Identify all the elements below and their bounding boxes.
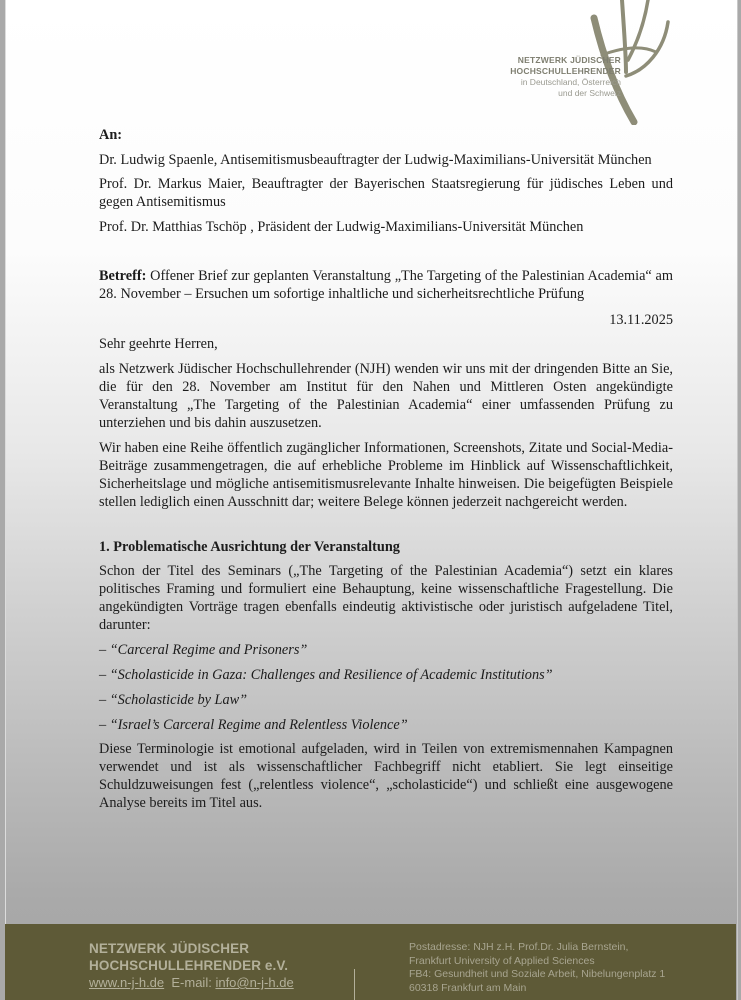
website-link[interactable]: www.n-j-h.de	[89, 975, 165, 990]
subject-label: Betreff:	[99, 268, 147, 284]
address-line-4: 60318 Frankfurt am Main	[409, 981, 527, 994]
logo-line-1: NETZWERK JÜDISCHER	[517, 55, 621, 65]
footer-org-line-1: NETZWERK JÜDISCHER	[89, 941, 250, 956]
address-line-1: Postadresse: NJH z.H. Prof.Dr. Julia Bernstein,	[409, 941, 629, 953]
recipient-3: Prof. Dr. Matthias Tschöp , Präsident der Ludwig-Maximilians-Universität München	[99, 219, 584, 235]
section-1-conclusion: Diese Terminologie ist emotional aufgeladen, wird in Teilen von extremismennahen Kampagnen verwendet und ist als wissenschaftlicher Fachbegriff nicht etabliert. Sie legt einseitige Schuldzuweisungen fest („relentless violence“, „scholasticide“) und schließt eine ausgewogene Analyse bereits im Titel aus.	[99, 741, 673, 811]
section-1-intro: Schon der Titel des Seminars („The Targeting of the Palestinian Academia“) setzt ein klares politisches Framing und formuliert eine Behauptung, keine wissenschaftliche Fragestellung. Die angekündigten Vorträge tragen ebenfalls eindeutig aktivistische oder juristisch aufgeladene Titel, darunter:	[99, 563, 673, 633]
footer-org	[89, 940, 294, 992]
talk-title-1: – “Carceral Regime and Prisoners”	[99, 642, 308, 658]
talk-title-3: – “Scholasticide by Law”	[99, 692, 248, 708]
logo-line-2: HOCHSCHULLEHRENDER	[510, 66, 621, 76]
letter-date: 13.11.2025	[609, 312, 673, 328]
address-line-2: Frankfurt University of Applied Sciences	[409, 954, 595, 967]
section-1-heading: 1. Problematische Ausrichtung der Veranstaltung	[99, 539, 400, 555]
footer-org-line-2: HOCHSCHULLEHRENDER e.V.	[89, 958, 289, 973]
logo-line-3: in Deutschland, Österreich	[520, 77, 621, 87]
logo-text	[491, 55, 621, 99]
paragraph-2: Wir haben eine Reihe öffentlich zugänglicher Informationen, Screenshots, Zitate und Social-Media-Beiträge zusammengetragen, die auf erhebliche Probleme im Hinblick auf Wissenschaftlichkeit, Sicherheitslage und mögliche antisemitismusrelevante Inhalte hinweisen. Die beigefügten Beispiele stellen lediglich einen Ausschnitt dar; weitere Belege können jederzeit nachgereicht werden.	[99, 440, 673, 510]
recipient-2: Prof. Dr. Markus Maier, Beauftragter der Bayerischen Staatsregierung für jüdisches Leben und gegen Antisemitismus	[99, 176, 673, 210]
subject-line	[99, 267, 673, 303]
talk-title-2: – “Scholasticide in Gaza: Challenges and Resilience of Academic Institutions”	[99, 667, 553, 683]
address-line-3: FB4: Gesundheit und Soziale Arbeit, Nibelungenplatz 1	[409, 968, 666, 980]
recipient-1: Dr. Ludwig Spaenle, Antisemitismusbeauftragter der Ludwig-Maximilians-Universität München	[99, 152, 652, 168]
subject-text: Offener Brief zur geplanten Veranstaltung „The Targeting of the Palestinian Academia“ am 28. November – Ersuchen um sofortige inhaltliche und sicherheitsrechtliche Prüfung	[99, 268, 673, 302]
recipients-heading: An:	[99, 127, 123, 143]
talk-title-4: – “Israel’s Carceral Regime and Relentless Violence”	[99, 717, 408, 733]
letter-footer	[5, 924, 736, 1000]
logo-line-4: und der Schweiz	[558, 88, 621, 98]
footer-address	[409, 941, 665, 995]
salutation: Sehr geehrte Herren,	[99, 336, 218, 352]
paragraph-1: als Netzwerk Jüdischer Hochschullehrender (NJH) wenden wir uns mit der dringenden Bitte an Sie, die für den 28. November am Institut für den Nahen und Mittleren Osten angekündigte Veranstaltung „The Targeting of the Palestinian Academia“ einer umfassenden Prüfung zu unterziehen und bis dahin auszusetzen.	[99, 361, 673, 431]
letter-page	[5, 0, 738, 1000]
email-label: E-mail:	[171, 975, 212, 990]
email-link[interactable]: info@n-j-h.de	[215, 975, 294, 990]
footer-contact	[89, 974, 294, 992]
footer-divider	[354, 969, 355, 1000]
